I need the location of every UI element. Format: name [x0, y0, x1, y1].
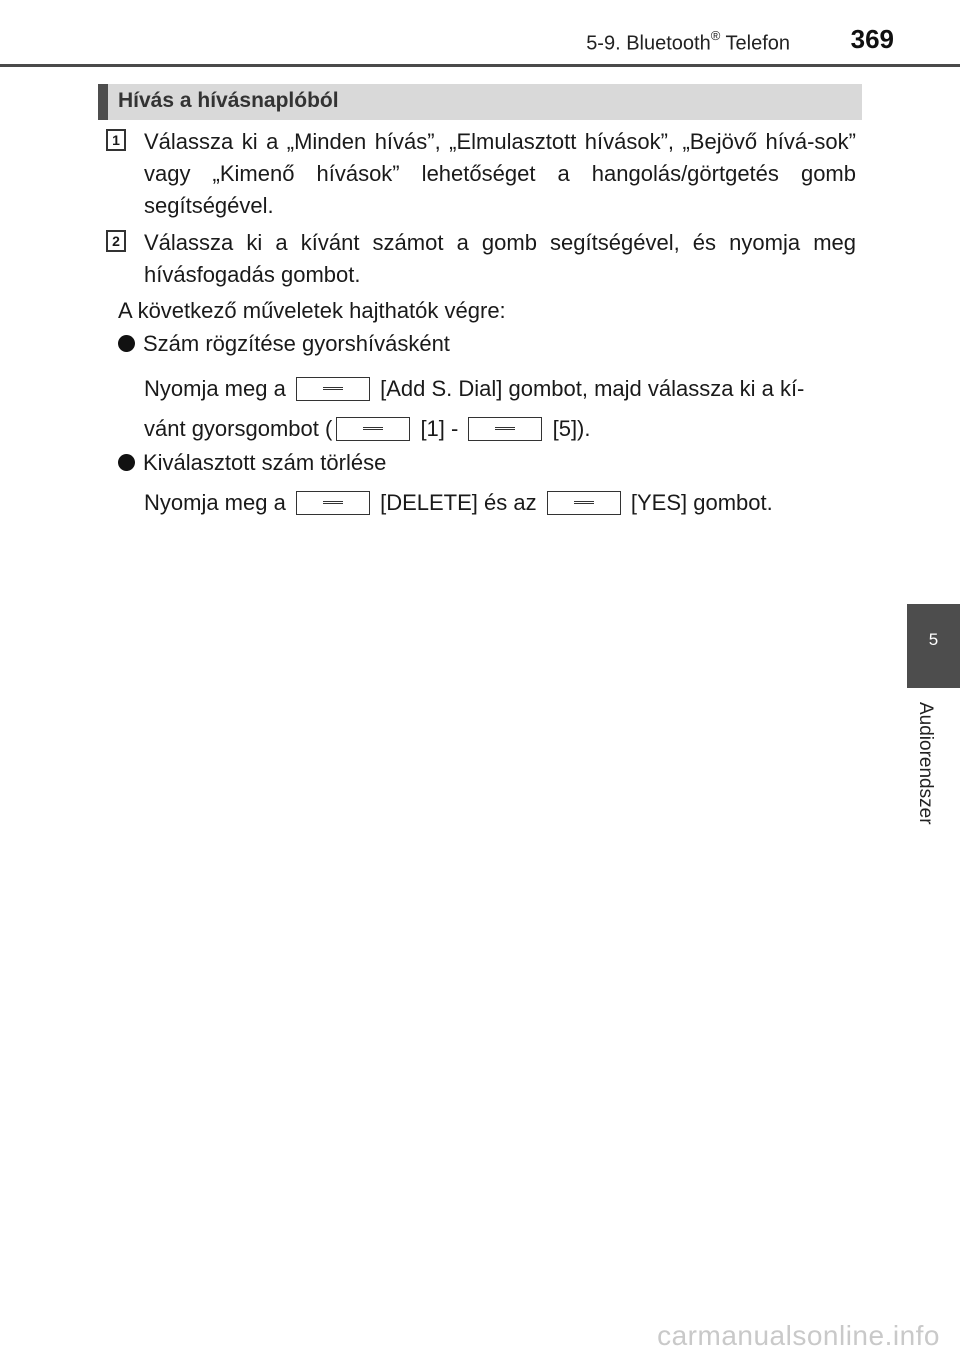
section-title-text: 5-9. Bluetooth — [586, 32, 711, 55]
operation-title-text: Szám rögzítése gyorshívásként — [143, 331, 450, 356]
section-title-suffix: Telefon — [720, 32, 790, 55]
header-divider — [0, 64, 960, 67]
instruction-text: [1] - — [420, 416, 459, 441]
bullet-icon — [118, 335, 135, 352]
page-header — [0, 0, 960, 70]
operation-title-text: Kiválasztott szám törlése — [143, 450, 387, 475]
step-number: 1 — [106, 129, 126, 151]
operation-2-title — [118, 447, 386, 479]
section-title — [586, 30, 790, 56]
section-heading-text: Hívás a hívásnaplóból — [118, 89, 339, 112]
step-2 — [106, 227, 856, 291]
watermark: carmanualsonline.info — [657, 1320, 940, 1351]
instruction-text: [5]). — [552, 416, 591, 441]
chapter-label: Audiorendszer — [915, 702, 936, 825]
bullet-icon — [118, 454, 135, 471]
registered-mark: ® — [710, 28, 721, 43]
instruction-text: [DELETE] és az — [380, 490, 537, 515]
step-text: Válassza ki a „Minden hívás”, „Elmulasztott hívások”, „Bejövő hívá-sok” vagy „Kimenő hívások” lehetőséget a hangolás/görtgetés gomb segítségével. — [144, 129, 856, 218]
operation-1-line-1 — [144, 373, 804, 405]
button-key-icon — [547, 491, 621, 515]
button-key-icon — [296, 491, 370, 515]
step-1 — [106, 126, 856, 222]
button-key-icon — [336, 417, 410, 441]
instruction-text: vánt gyorsgombot ( — [144, 416, 333, 441]
operation-1-title — [118, 328, 450, 360]
step-number: 2 — [106, 230, 126, 252]
operations-intro: A következő műveletek hajthatók végre: — [118, 298, 506, 323]
button-key-icon — [296, 377, 370, 401]
operation-1-line-2 — [144, 413, 591, 445]
instruction-text: Nyomja meg a — [144, 490, 286, 515]
instruction-text: [Add S. Dial] gombot, majd válassza ki a kí- — [380, 376, 805, 401]
instruction-text: [YES] gombot. — [630, 490, 773, 515]
chapter-tab — [907, 604, 960, 688]
button-key-icon — [468, 417, 542, 441]
instruction-text: Nyomja meg a — [144, 376, 286, 401]
page-number: 369 — [850, 24, 894, 54]
operation-2-line-1 — [144, 487, 773, 519]
section-heading — [98, 84, 862, 120]
step-text: Válassza ki a kívánt számot a gomb segítségével, és nyomja meg hívásfogadás gombot. — [144, 230, 856, 287]
chapter-number: 5 — [928, 630, 939, 649]
